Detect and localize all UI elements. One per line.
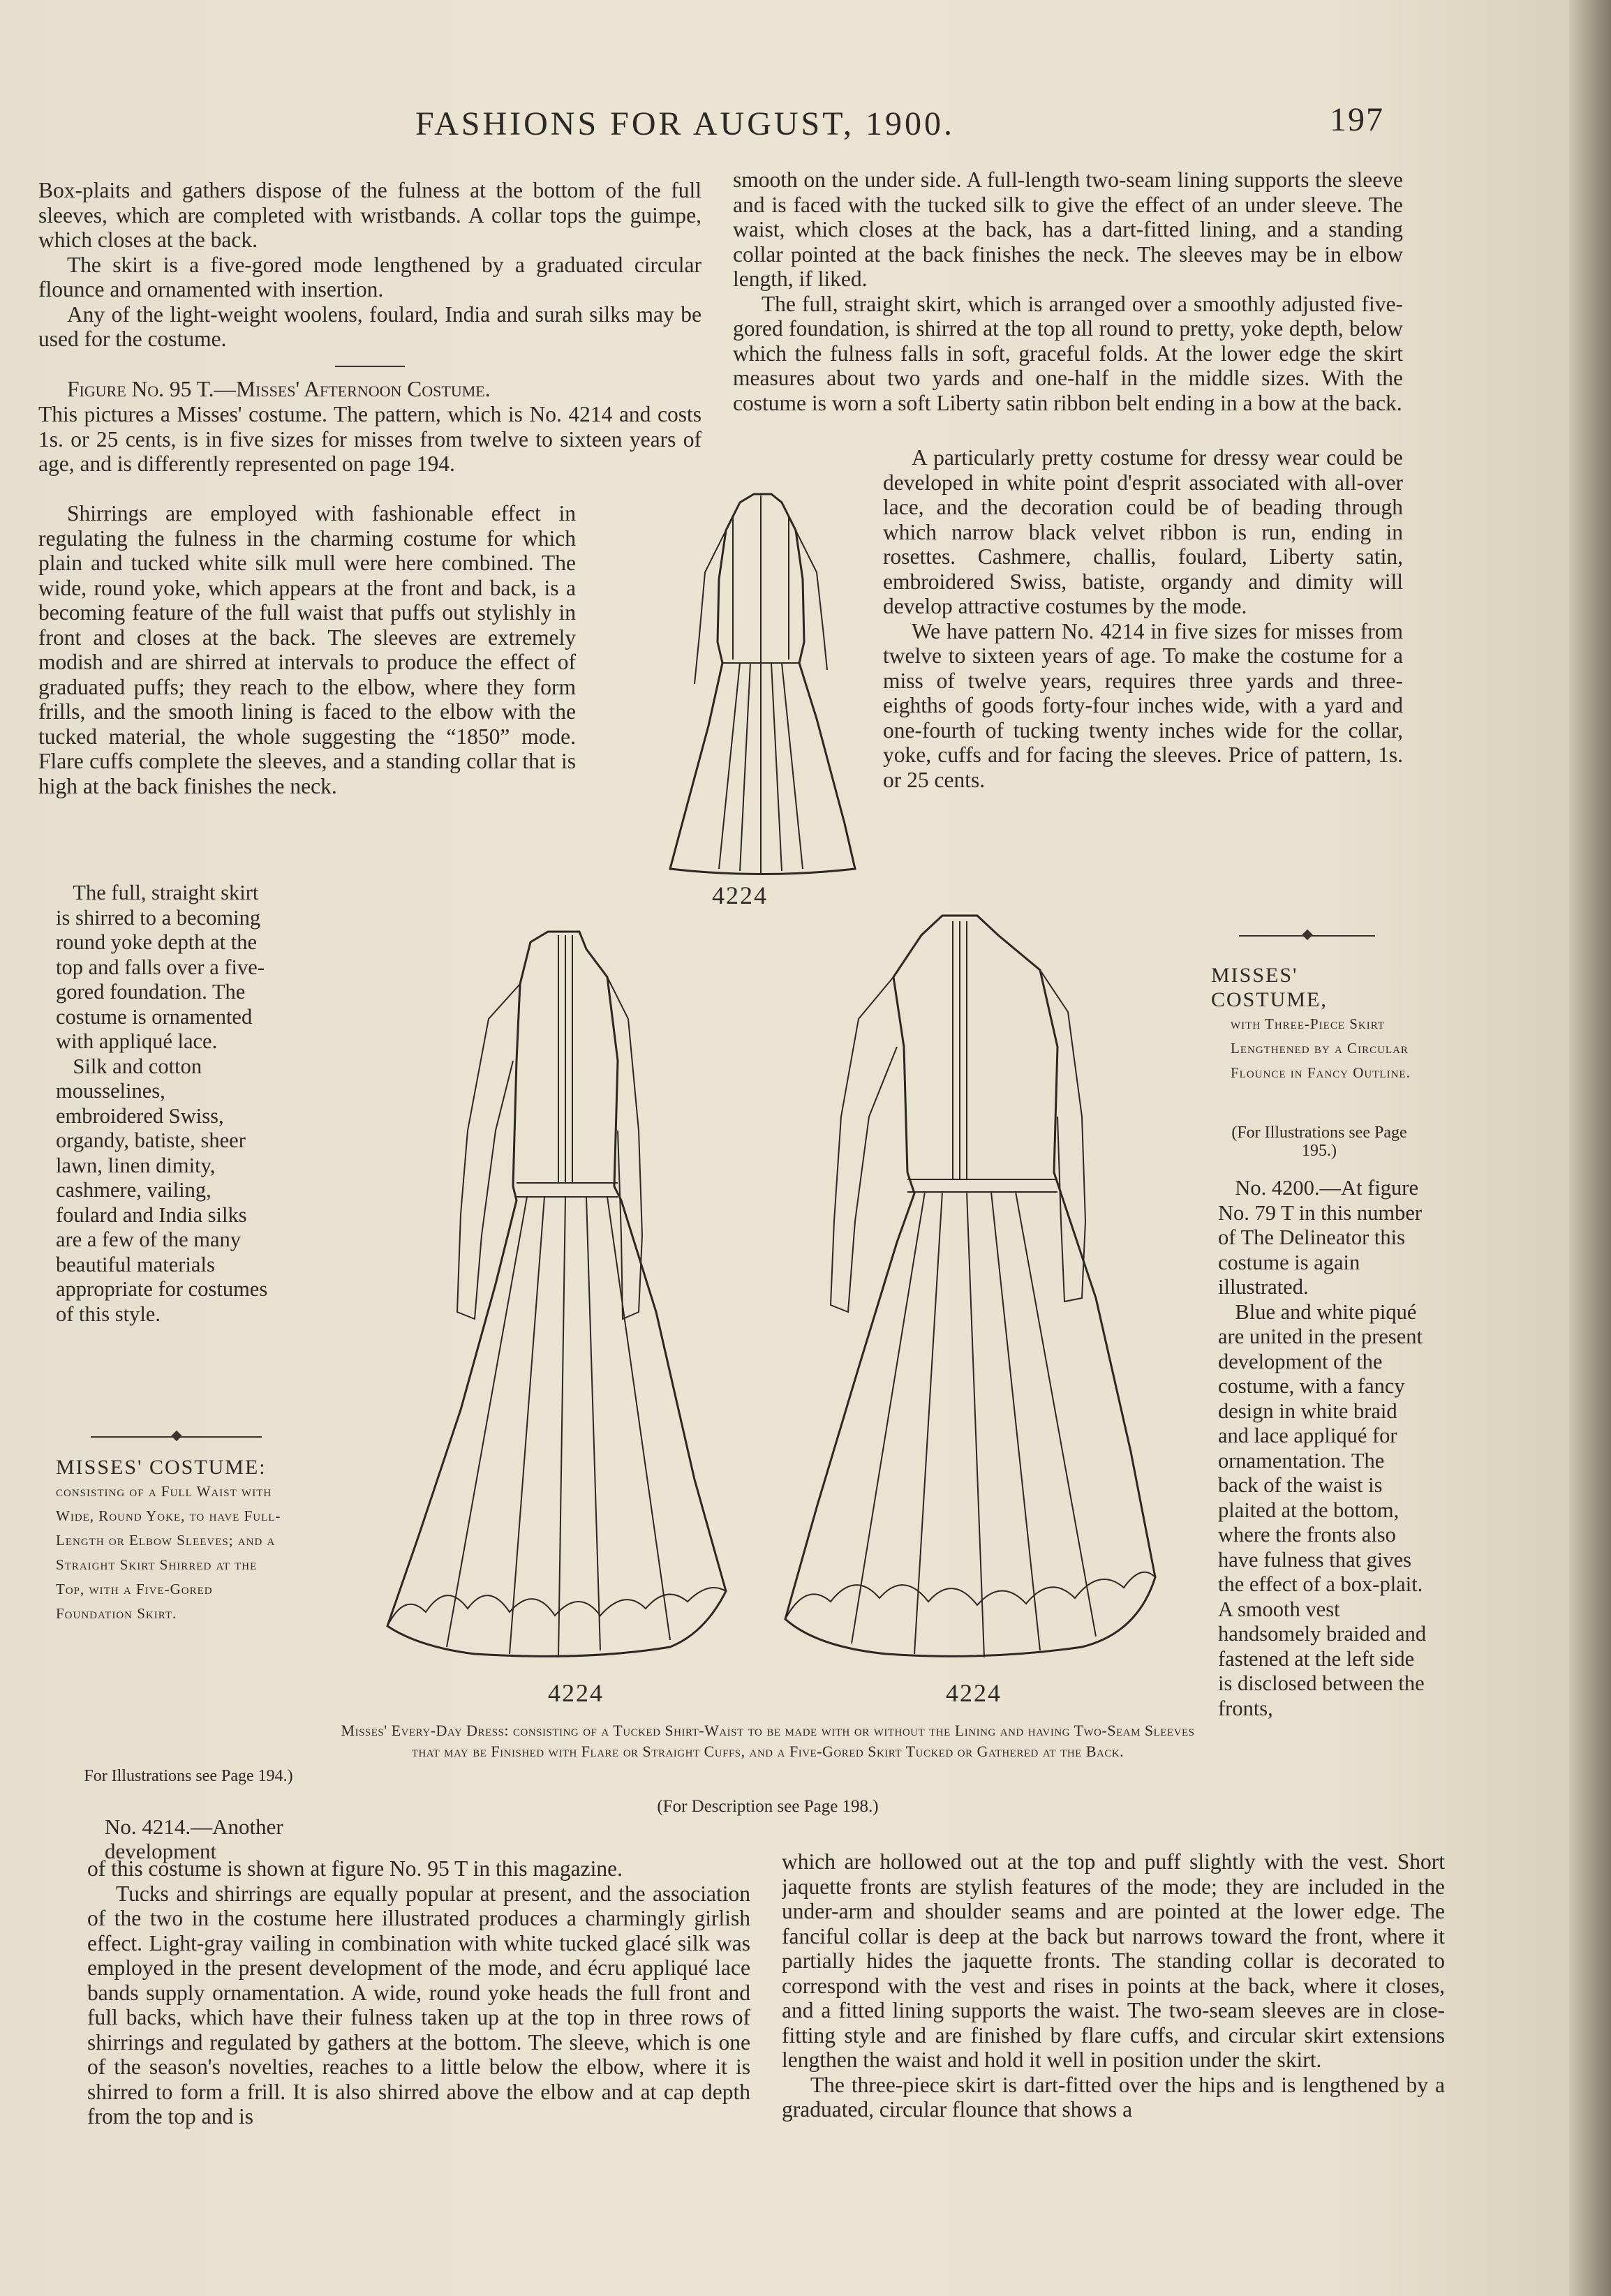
- dress-illustration-back: [775, 907, 1166, 1685]
- paragraph: No. 4200.—At figure No. 79 T in this number of The Delineator this costume is again illustrated.: [1218, 1176, 1423, 1299]
- divider: [91, 1436, 262, 1438]
- paragraph: The full, straight skirt, which is arranged over a smoothly adjusted five-gored foundation, is shirred at the top all round to pretty, yoke depth, below which the fulness falls in soft, graceful folds. At the lower edge the skirt measures about two yards and one-half in the middle sizes. With the costume is worn a soft Liberty satin ribbon belt ending in a bow at the back.: [733, 291, 1403, 415]
- page-title: FASHIONS FOR AUGUST, 1900.: [415, 105, 955, 142]
- paragraph-start: No. 4214.—Another development: [105, 1814, 283, 1863]
- section-heading-left: [56, 1455, 286, 1626]
- paragraph: This pictures a Misses' costume. The pattern, which is No. 4214 and costs 1s. or 25 cents, is in five sizes for misses from twelve to sixteen years of age, and is differently represented on page 194.: [38, 402, 701, 476]
- see-reference-left: For Illustrations see Page 194.): [84, 1767, 293, 1785]
- paragraph: Silk and cotton mousselines, embroidered Swiss, organdy, batiste, sheer lawn, linen dimity, cashmere, vailing, foulard and India silks are a few of the many beautiful materials appropriate for costumes of this style.: [56, 1054, 268, 1326]
- bottom-right-column: [782, 1849, 1445, 2282]
- paragraph: The full, straight skirt is shirred to a becoming round yoke depth at the top and falls over a five-gored foundation. The costume is ornamented with appliqué lace.: [56, 881, 265, 1053]
- see-reference-right: (For Illustrations see Page 195.): [1231, 1124, 1407, 1160]
- right-column-top: [733, 167, 1403, 447]
- paragraph: of this costume is shown at figure No. 95 T in this magazine.: [87, 1856, 623, 1881]
- right-column-middle: [883, 445, 1403, 906]
- left-column-p5-wrap: [38, 501, 576, 881]
- paragraph: Box-plaits and gathers dispose of the fulness at the bottom of the full sleeves, which are completed with wristbands. A collar tops the guimpe, which closes at the back.: [38, 178, 701, 252]
- left-narrow-column: [56, 881, 272, 1327]
- pattern-number-left: 4224: [548, 1679, 604, 1707]
- heading-main: MISSES' COSTUME,: [1211, 964, 1328, 1011]
- figure-label: Figure No. 95 T.—Misses' Afternoon Costume.: [66, 377, 491, 401]
- pattern-number-top: 4224: [712, 881, 768, 909]
- bottom-left-column: [87, 1856, 750, 2275]
- paragraph: Blue and white piqué are united in the present development of the costume, with a fancy design in white braid and lace appliqué for ornamentation. The back of the waist is plaited at the bottom, where the fronts also have fulness that gives the effect of a box-plait. A smooth vest handsomely braided and fastened at the left side is disclosed between the fronts,: [1218, 1299, 1427, 1720]
- divider: [1239, 935, 1375, 937]
- section-heading-right: [1211, 963, 1420, 1085]
- page-number: 197: [1330, 101, 1384, 138]
- illustration-caption: Misses' Every-Day Dress: consisting of a Tucked Shirt-Waist to be made with or without the Lining and having Two-Seam Sleeves that may be Finished with Flare or Straight Cuffs, and a Five-Gored Skirt Tucked or Gathered at the Back.: [341, 1722, 1195, 1760]
- right-narrow-column: [1218, 1176, 1427, 1863]
- heading-sub: with Three-Piece Skirt Lengthened by a Circular Flounce in Fancy Outline.: [1231, 1015, 1411, 1081]
- paragraph: A particularly pretty costume for dressy wear could be developed in white point d'esprit associated with all-over lace, and the decoration could be of beading through which narrow black velvet ribbon is run, ending in rosettes. Cashmere, challis, foulard, Liberty satin, embroidered Swiss, batiste, organdy and dimity will develop attractive costumes by the mode.: [883, 445, 1403, 618]
- paragraph: Tucks and shirrings are equally popular at present, and the association of the two in the costume here illustrated produces a charmingly girlish effect. Light-gray vailing in combination with white tucked glacé silk was employed in the present development of the mode, and écru appliqué lace bands supply ornamentation. A wide, round yoke heads the full front and full backs, which have their fulness taken up at the top in three rows of shirrings and regulated by gathers at the bottom. The sleeve, which is one of the season's novelties, reaches to a little below the elbow, where it is shirred to form a frill. It is also shirred above the elbow and at cap depth from the top and is: [87, 1881, 750, 2129]
- paragraph: The skirt is a five-gored mode lengthened by a graduated circular flounce and ornamented with insertion.: [38, 252, 701, 301]
- left-column-figure-text: [38, 377, 701, 402]
- heading-sub: consisting of a Full Waist with Wide, Round Yoke, to have Full-Length or Elbow Sleeves; and a Straight Skirt Shirred at the Top, with a Five-Gored Foundation Skirt.: [56, 1483, 281, 1622]
- left-column-top: [38, 178, 701, 352]
- paragraph: Any of the light-weight woolens, foulard, India and surah silks may be used for the costume.: [38, 301, 701, 351]
- divider: [335, 366, 405, 367]
- paragraph: The three-piece skirt is dart-fitted over the hips and is lengthened by a graduated, circular flounce that shows a: [782, 2072, 1445, 2122]
- page-header: [0, 101, 1571, 154]
- left-column-p4-wrap: [38, 402, 701, 493]
- heading-main: MISSES' COSTUME:: [56, 1456, 267, 1479]
- page-edge: [1569, 0, 1611, 2296]
- paragraph: smooth on the under side. A full-length two-seam lining supports the sleeve and is faced with the tucked silk to give the effect of an under sleeve. The waist, which closes at the back, has a dart-fitted lining, and a standing collar pointed at the back finishes the neck. The sleeves may be in elbow length, if liked.: [733, 167, 1403, 291]
- see-reference-illustration: (For Description see Page 198.): [657, 1797, 879, 1816]
- paragraph: We have pattern No. 4214 in five sizes for misses from twelve to sixteen years of age. To make the costume for a miss of twelve years, requires three yards and three-eighths of goods forty-four inches wide, with a yard and one-fourth of tucking twenty inches wide for the collar, yoke, cuffs and for facing the sleeves. Price of pattern, 1s. or 25 cents.: [883, 618, 1403, 792]
- dress-illustration-back-small: [656, 489, 866, 879]
- paragraph: Shirrings are employed with fashionable effect in regulating the fulness in the charming costume for which plain and tucked white silk mull were here combined. The wide, round yoke, which appears at the front and back, is a becoming feature of the full waist that puffs out stylishly in front and closes at the back. The sleeves are extremely modish and are shirred at intervals to produce the effect of graduated puffs; they reach to the elbow, where they form frills, and the smooth lining is faced to the elbow with the tucked material, the whole suggesting the “1850” mode. Flare cuffs complete the sleeves, and a standing collar that is high at the back finishes the neck.: [38, 501, 576, 798]
- dress-illustration-front: [377, 921, 740, 1685]
- paragraph: which are hollowed out at the top and puff slightly with the vest. Short jaquette fronts are stylish features of the mode; they are included in the under-arm and shoulder seams and are pointed at the lower edge. The fanciful collar is deep at the back but narrows toward the front, where it partially hides the jaquette fronts. The standing collar is decorated to correspond with the vest and rises in points at the back, where it closes, and a fitted lining supports the waist. The two-seam sleeves are in close-fitting style and are finished by flare cuffs, and circular skirt extensions lengthen the waist and hold it well in position under the skirt.: [782, 1849, 1445, 2072]
- pattern-number-right: 4224: [946, 1679, 1002, 1707]
